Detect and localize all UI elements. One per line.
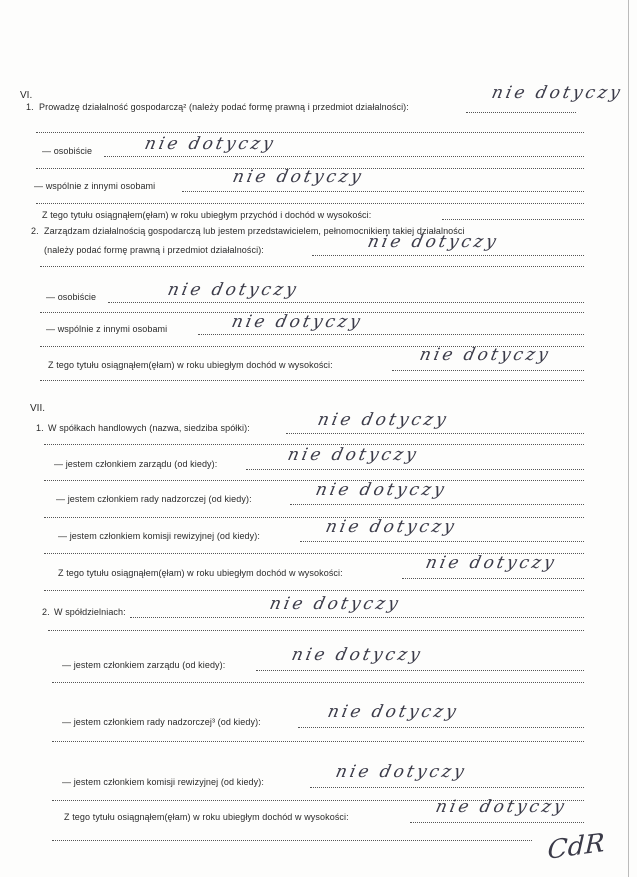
vii-2-question: W spółdzielniach:	[54, 607, 126, 617]
vii-1-income-label: Z tego tytułu osiągnąłem(ęłam) w roku ubiegłym dochód w wysokości:	[58, 568, 343, 578]
vi-1-income-label: Z tego tytułu osiągnąłem(ęłam) w roku ubiegłym przychód i dochód w wysokości:	[42, 210, 372, 220]
vii-1-zarzad-line2[interactable]	[44, 480, 584, 481]
vii-2-zarzad-label: — jestem członkiem zarządu (od kiedy):	[62, 660, 226, 670]
vii-1-rada-label: — jestem członkiem rady nadzorczej (od kiedy):	[56, 494, 252, 504]
vii-2-komisja-answer: nie dotyczy	[333, 762, 469, 782]
vii-1-zarzad-answer: nie dotyczy	[285, 445, 421, 465]
vii-1-income-answer: nie dotyczy	[423, 553, 559, 573]
vi-1-osobiscie-label: — osobiście	[42, 146, 93, 156]
vi-1-number: 1.	[26, 102, 34, 112]
vi-2-question-line1: Zarządzam działalnością gospodarczą lub jestem przedstawicielem, pełnomocnikiem takiej działalności	[44, 226, 465, 236]
vii-2-komisja-label: — jestem członkiem komisji rewizyjnej (od kiedy):	[62, 777, 264, 787]
vii-2-income-line[interactable]	[410, 822, 584, 823]
vii-1-number: 1.	[36, 423, 44, 433]
vii-1-rada-answer: nie dotyczy	[313, 480, 449, 500]
section-vii-header: VII.	[30, 403, 46, 414]
vii-2-income-line2[interactable]	[52, 840, 532, 841]
vii-2-continuation-line[interactable]	[48, 630, 584, 631]
vi-1-question: Prowadzę działalność gospodarczą² (należy podać formę prawną i przedmiot działalności):	[39, 102, 409, 112]
vii-2-rada-line[interactable]	[298, 727, 584, 728]
vii-2-rada-label: — jestem członkiem rady nadzorczej³ (od kiedy):	[62, 717, 261, 727]
vi-2-osobiscie-label: — osobiście	[46, 292, 97, 302]
vii-1-answer: nie dotyczy	[315, 410, 451, 430]
signature-initials: CdR	[547, 828, 606, 866]
vii-2-answer: nie dotyczy	[267, 594, 403, 614]
vii-1-zarzad-label: — jestem członkiem zarządu (od kiedy):	[54, 459, 218, 469]
vii-2-number: 2.	[42, 607, 50, 617]
vi-2-answer: nie dotyczy	[365, 232, 501, 252]
vii-2-zarzad-line2[interactable]	[52, 682, 584, 683]
section-vi-header: VI.	[20, 90, 33, 101]
vi-2-answer-line[interactable]	[312, 255, 584, 256]
vi-2-income-line[interactable]	[392, 370, 584, 371]
vii-2-rada-answer: nie dotyczy	[325, 702, 461, 722]
page-edge	[628, 0, 629, 877]
vi-2-wspolnie-line[interactable]	[198, 334, 584, 335]
vi-1-continuation-line[interactable]	[36, 132, 584, 133]
vi-1-answer: nie dotyczy	[489, 83, 625, 103]
vi-1-osobiscie-line[interactable]	[104, 156, 584, 157]
vii-2-zarzad-line[interactable]	[256, 670, 584, 671]
vi-2-osobiscie-answer: nie dotyczy	[165, 280, 301, 300]
vi-2-income-answer: nie dotyczy	[417, 345, 553, 365]
vii-1-answer-line[interactable]	[286, 433, 584, 434]
vii-1-komisja-answer: nie dotyczy	[323, 517, 459, 537]
vi-2-osobiscie-line[interactable]	[108, 302, 584, 303]
vi-1-wspolnie-line2[interactable]	[36, 203, 584, 204]
vii-1-question: W spółkach handlowych (nazwa, siedziba spółki):	[48, 423, 250, 433]
vii-1-rada-line[interactable]	[290, 504, 584, 505]
vi-1-wspolnie-answer: nie dotyczy	[230, 167, 366, 187]
vii-1-rada-line2[interactable]	[44, 517, 584, 518]
vi-2-wspolnie-label: — wspólnie z innymi osobami	[46, 324, 168, 334]
vi-1-wspolnie-label: — wspólnie z innymi osobami	[34, 181, 156, 191]
vii-1-komisja-label: — jestem członkiem komisji rewizyjnej (od kiedy):	[58, 531, 260, 541]
vi-2-number: 2.	[31, 226, 39, 236]
vi-1-osobiscie-answer: nie dotyczy	[142, 134, 278, 154]
vi-2-wspolnie-answer: nie dotyczy	[229, 312, 365, 332]
vii-2-rada-line2[interactable]	[52, 741, 584, 742]
vii-2-answer-line[interactable]	[130, 617, 584, 618]
vii-1-komisja-line[interactable]	[300, 541, 584, 542]
vi-2-question-line2: (należy podać formę prawną i przedmiot działalności):	[44, 245, 264, 255]
vi-1-wspolnie-line[interactable]	[182, 191, 584, 192]
vi-2-continuation-line[interactable]	[40, 266, 584, 267]
vii-2-komisja-line[interactable]	[310, 787, 584, 788]
vii-1-income-line[interactable]	[402, 578, 584, 579]
vi-2-income-label: Z tego tytułu osiągnąłem(ęłam) w roku ubiegłym dochód w wysokości:	[48, 360, 333, 370]
vi-1-income-line[interactable]	[442, 219, 584, 220]
vii-2-income-answer: nie dotyczy	[433, 797, 569, 817]
vi-2-income-line2[interactable]	[40, 380, 584, 381]
vii-1-zarzad-line[interactable]	[246, 469, 584, 470]
vii-1-income-line2[interactable]	[44, 590, 584, 591]
vi-1-answer-line[interactable]	[466, 112, 576, 113]
vii-2-income-label: Z tego tytułu osiągnąłem(ęłam) w roku ubiegłym dochód w wysokości:	[64, 812, 349, 822]
vii-2-zarzad-answer: nie dotyczy	[289, 645, 425, 665]
